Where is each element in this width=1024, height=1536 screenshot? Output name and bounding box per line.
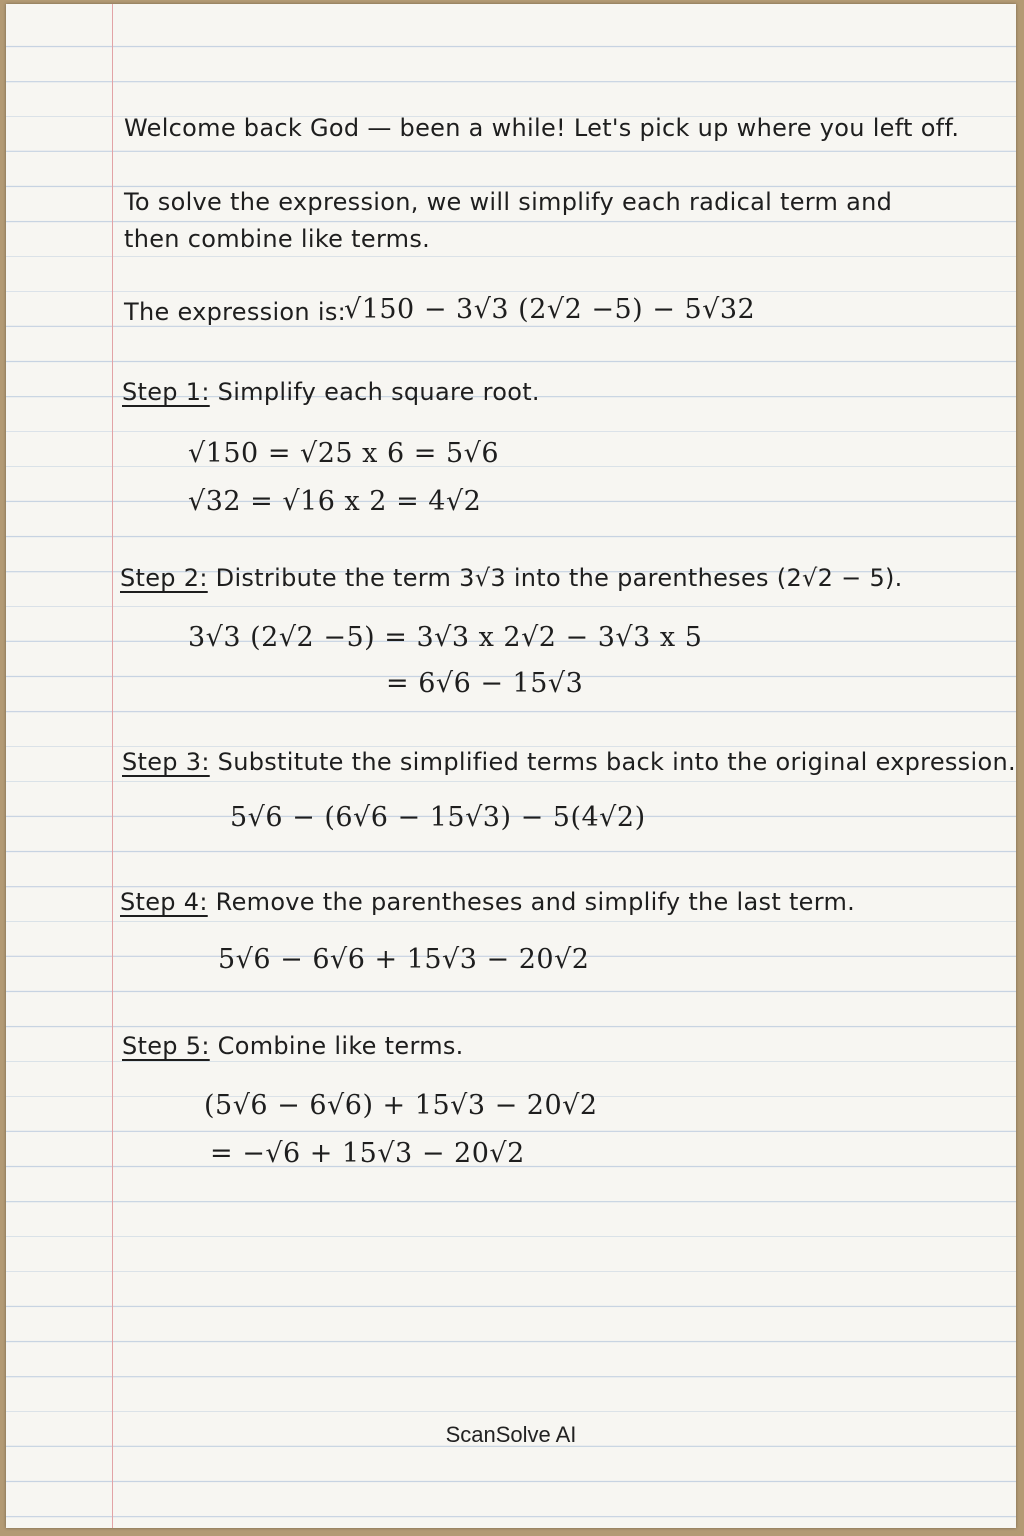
step-1-line-1: √150 = √25 x 6 = 5√6 (188, 438, 500, 469)
step-5-text: Combine like terms. (217, 1032, 464, 1060)
margin-line (112, 4, 113, 1528)
step-2-heading (120, 564, 903, 592)
step-1-text: Simplify each square root. (217, 378, 540, 406)
step-4-label: Step 4: (120, 888, 208, 916)
notebook-page (6, 4, 1016, 1528)
step-3-heading (122, 748, 1016, 776)
step-5-line-2: = −√6 + 15√3 − 20√2 (210, 1138, 525, 1169)
step-1-line-2: √32 = √16 x 2 = 4√2 (188, 486, 482, 517)
intro-line-2: then combine like terms. (124, 225, 431, 253)
step-5-label: Step 5: (122, 1032, 210, 1060)
step-1-label: Step 1: (122, 378, 210, 406)
intro-line-1: To solve the expression, we will simplify each radical term and (124, 188, 893, 216)
footer-brand: ScanSolve AI (445, 1422, 577, 1447)
step-3-line-1: 5√6 − (6√6 − 15√3) − 5(4√2) (230, 802, 646, 833)
step-4-heading (120, 888, 855, 916)
step-2-line-1: 3√3 (2√2 −5) = 3√3 x 2√2 − 3√3 x 5 (188, 622, 703, 653)
step-1-heading (122, 378, 540, 406)
step-2-label: Step 2: (120, 564, 208, 592)
step-5-heading (122, 1032, 464, 1060)
step-2-text: Distribute the term 3√3 into the parentheses (2√2 − 5). (215, 564, 903, 592)
step-3-label: Step 3: (122, 748, 210, 776)
step-3-text: Substitute the simplified terms back into the original expression. (217, 748, 1016, 776)
step-2-line-2: = 6√6 − 15√3 (386, 668, 584, 699)
step-4-text: Remove the parentheses and simplify the last term. (215, 888, 856, 916)
step-4-line-1: 5√6 − 6√6 + 15√3 − 20√2 (218, 944, 590, 975)
step-5-line-1: (5√6 − 6√6) + 15√3 − 20√2 (204, 1090, 598, 1121)
expression-math: √150 − 3√3 (2√2 −5) − 5√32 (344, 294, 756, 325)
expression-label: The expression is: (124, 298, 347, 326)
greeting-text: Welcome back God — been a while! Let's pick up where you left off. (124, 114, 960, 142)
